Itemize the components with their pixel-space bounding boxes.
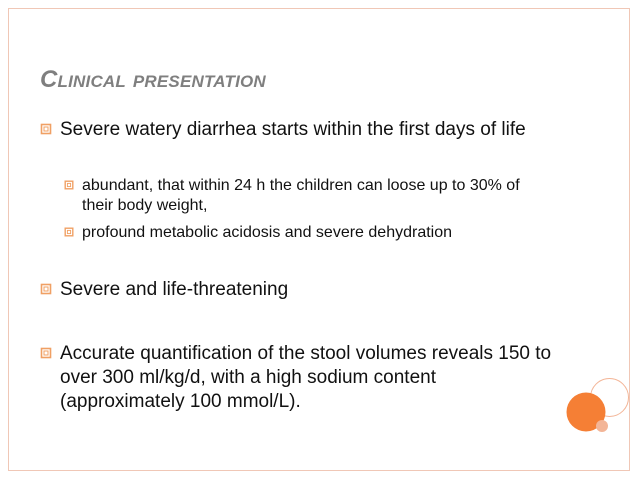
bullet-subitem-2 [64, 223, 534, 243]
bullet-text: Severe watery diarrhea starts within the first days of life [60, 119, 526, 140]
bullet-text: Severe and life-threatening [60, 279, 289, 300]
bullet-marker-icon [64, 180, 74, 190]
bullet-item-3 [40, 342, 560, 414]
bullet-subitem-1 [64, 176, 534, 216]
slide-border-top [8, 8, 630, 9]
bullet-marker-icon [40, 123, 52, 135]
slide-title: Clinical presentation [40, 66, 266, 93]
bullet-marker-icon [40, 347, 52, 359]
bullet-text: profound metabolic acidosis and severe dehydration [82, 224, 453, 241]
bullet-text: abundant, that within 24 h the children can loose up to 30% of their body weight, [82, 177, 520, 214]
bullet-text: Accurate quantification of the stool volumes reveals 150 to over 300 ml/kg/d, with a high sodium content (approximately 100 mmol/L). [60, 343, 552, 412]
slide-border-left [8, 8, 9, 470]
small-circle-icon [596, 420, 608, 432]
bullet-marker-icon [40, 283, 52, 295]
slide-border-bottom [8, 470, 630, 471]
bullet-marker-icon [64, 227, 74, 237]
bullet-item-2 [40, 278, 560, 302]
bullet-item-1 [40, 118, 560, 142]
slide-border-right [629, 8, 630, 470]
